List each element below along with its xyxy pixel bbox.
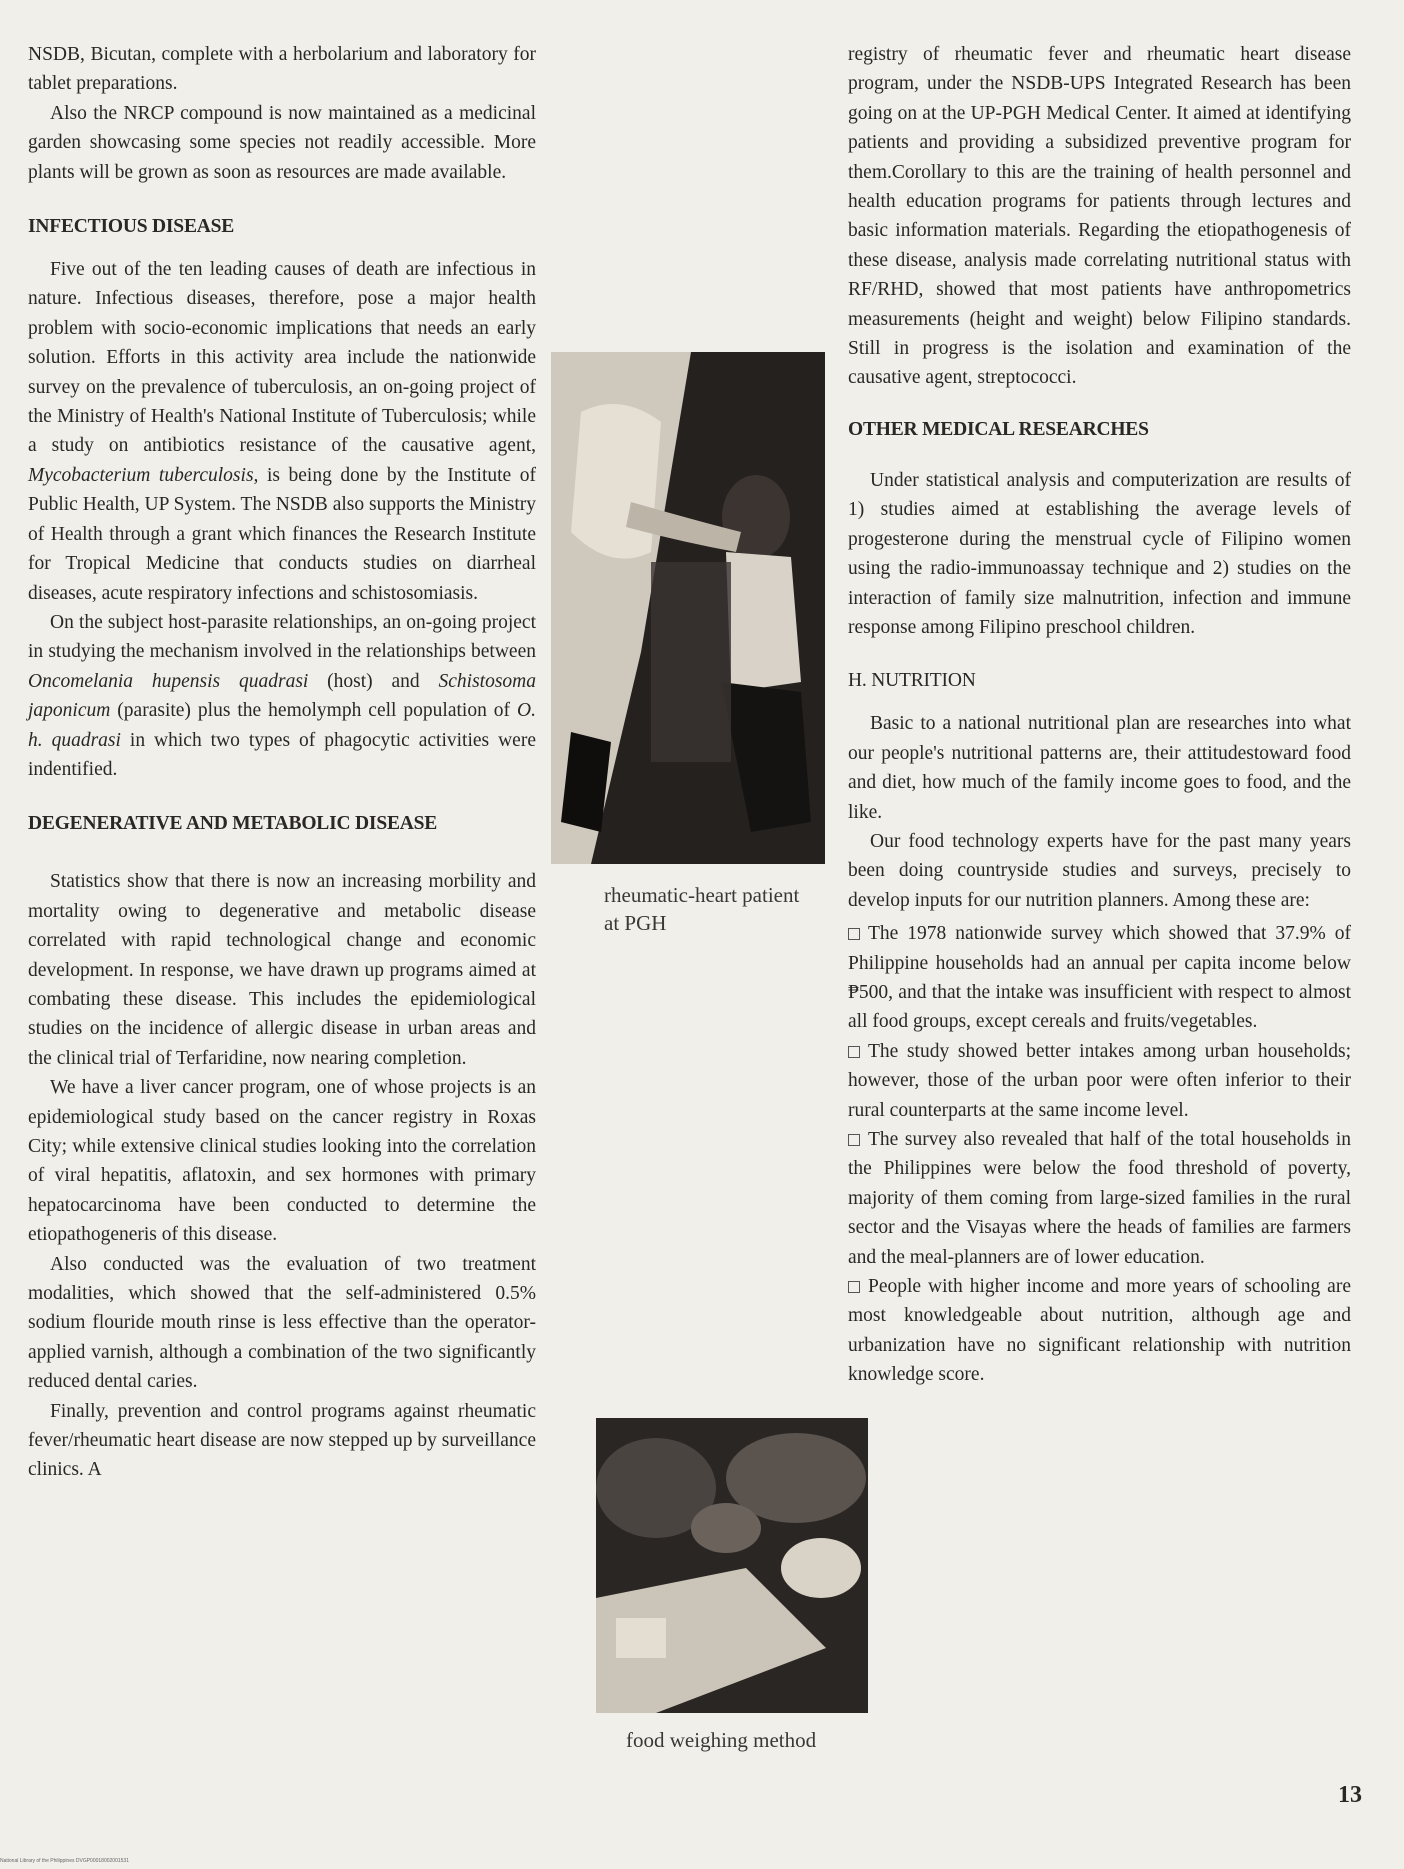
list-item: People with higher income and more years of schooling are most knowledgeable about nutrition, although age and urbanization have no significant relationship with nutrition knowledge score. bbox=[848, 1276, 1351, 1386]
section-heading-nutrition: H. NUTRITION bbox=[848, 670, 976, 692]
checkbox-bullet-icon bbox=[848, 1281, 860, 1293]
paragraph: Under statistical analysis and computerization are results of 1) studies aimed at establishing the average levels of progesterone during the menstrual cycle of Filipino women using the radio-immunoassay technique and 2) studies on the interaction of family size malnutrition, infection and immune response among Filipino preschool children. bbox=[848, 469, 1351, 638]
page-number: 13 bbox=[1338, 1782, 1362, 1808]
photo-caption: rheumatic-heart patient at PGH bbox=[604, 883, 800, 935]
list-item: The study showed better intakes among urban households; however, those of the urban poor were often inferior to their rural counterparts at the same income level. bbox=[848, 1040, 1351, 1121]
paragraph: Finally, prevention and control programs against rheumatic fever/rheumatic heart disease are now stepped up by surveillance clinics. A bbox=[28, 1400, 536, 1481]
photo-caption: food weighing method bbox=[626, 1728, 817, 1752]
list-item: The 1978 nationwide survey which showed that 37.9% of Philippine households had an annual per capita income below ₱500, and that the intake was insufficient with respect to almost all food groups, except cereals and fruits/vegetables. bbox=[848, 923, 1351, 1033]
paragraph: Also the NRCP compound is now maintained as a medicinal garden showcasing some species not readily accessible. More plants will be grown as soon as resources are made available. bbox=[28, 102, 536, 183]
right-column bbox=[848, 40, 1351, 1390]
list-item: The survey also revealed that half of the total households in the Philippines were below the food threshold of poverty, majority of them coming from large-sized families in the rural sector and the Visayas where the heads of families are farmers and the meal-planners are of lower education. bbox=[848, 1129, 1351, 1268]
photo-rheumatic-patient bbox=[551, 352, 825, 864]
photo-food-weighing bbox=[596, 1418, 868, 1713]
section-heading-degenerative: DEGENERATIVE AND METABOLIC DISEASE bbox=[28, 813, 438, 835]
photo-rheumatic-patient-image bbox=[551, 352, 825, 864]
paragraph: Our food technology experts have for the past many years been doing countryside studies and surveys, precisely to develop inputs for our nutrition planners. Among these are: bbox=[848, 830, 1351, 911]
paragraph: registry of rheumatic fever and rheumatic heart disease program, under the NSDB-UPS Integrated Research has been going on at the UP-PGH Medical Center. It aimed at identifying patients and providing a subsidized preventive program for them.Corollary to this are the training of health personnel and health education programs for patients through lectures and basic information materials. Regarding the etiopathogenesis of these disease, analysis made correlating nutritional status with RF/RHD, showed that most patients have anthropometrics measurements (height and weight) below Filipino standards. Still in progress is the isolation and examination of the causative agent, streptococci. bbox=[848, 44, 1351, 389]
paragraph: On the subject host-parasite relationships, an on-going project in studying the mechanism involved in the relationships between Oncomelania hupensis quadrasi (host) and Schistosoma japonicum (parasite) plus the hemolymph cell population of O. h. quadrasi in which two types of phagocytic activities were indentified. bbox=[28, 611, 537, 780]
paragraph: NSDB, Bicutan, complete with a herbolarium and laboratory for tablet preparations. bbox=[28, 44, 536, 95]
paragraph: Five out of the ten leading causes of death are infectious in nature. Infectious diseases, therefore, pose a major health problem with socio-economic implications that needs an early solution. Efforts in this activity area include the nationwide survey on the prevalence of tuberculosis, an on-going project of the Ministry of Health's National Institute of Tuberculosis; while a study on antibiotics resistance of the causative agent, Mycobacterium tuberculosis, is being done by the Institute of Public Health, UP System. The NSDB also supports the Ministry of Health through a grant which finances the Research Institute for Tropical Medicine that conducts studies on diarrheal diseases, acute respiratory infections and schistosomiasis. bbox=[28, 259, 536, 604]
paragraph: Statistics show that there is now an increasing morbility and mortality owing to degenerative and metabolic disease correlated with rapid technological change and economic development. In response, we have drawn up programs aimed at combating these disease. This includes the epidemiological studies on the incidence of allergic disease in urban areas and the clinical trial of Terfaridine, now nearing completion. bbox=[28, 871, 536, 1069]
paragraph: Also conducted was the evaluation of two treatment modalities, which showed that the self-administered 0.5% sodium flouride mouth rinse is less effective than the operator-applied varnish, although a combination of the two significantly reduced dental caries. bbox=[28, 1253, 536, 1393]
checkbox-bullet-icon bbox=[848, 928, 860, 940]
section-heading-infectious: INFECTIOUS DISEASE bbox=[28, 216, 235, 238]
left-column bbox=[28, 40, 536, 1485]
section-heading-other-medical: OTHER MEDICAL RESEARCHES bbox=[848, 418, 1149, 440]
footer-note: National Library of the Philippines DVGP00018002001531 bbox=[0, 1858, 129, 1864]
checkbox-bullet-icon bbox=[848, 1046, 860, 1058]
paragraph: Basic to a national nutritional plan are researches into what our people's nutritional patterns are, their attitudestoward food and diet, how much of the family income goes to food, and the like. bbox=[848, 713, 1351, 823]
checkbox-bullet-icon bbox=[848, 1134, 860, 1146]
paragraph: We have a liver cancer program, one of whose projects is an epidemiological study based on the cancer registry in Roxas City; while extensive clinical studies looking into the correlation of viral hepatitis, aflatoxin, and sex hormones with primary hepatocarcinoma have been conducted to determine the etiopathogeneris of this disease. bbox=[28, 1077, 536, 1246]
photo-food-weighing-image bbox=[596, 1418, 868, 1713]
